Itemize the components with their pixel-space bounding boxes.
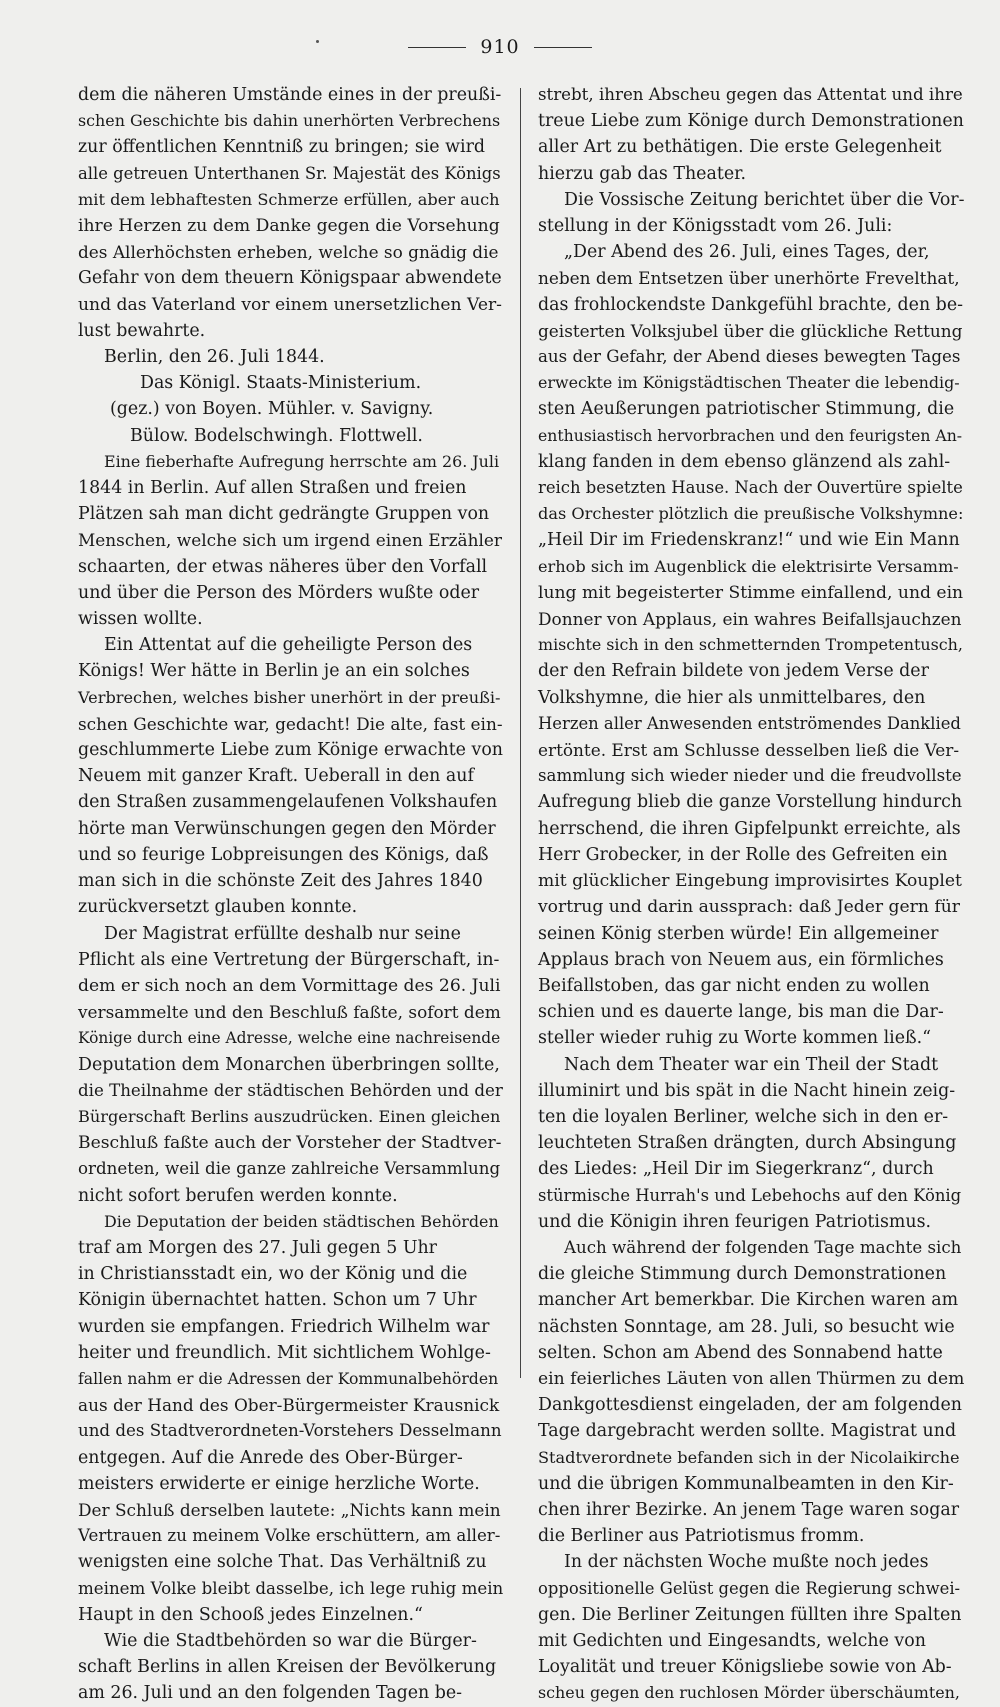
text-line: zurückversetzt glauben konnte. (78, 897, 358, 918)
left-column (78, 82, 504, 1704)
text-line: Könige durch eine Adresse, welche eine nachreisende (78, 1029, 501, 1048)
text-line: Volkshymne, die hier als unmittelbares, den (538, 687, 926, 708)
column-divider (520, 88, 521, 1378)
text-line: stürmische Hurrah's und Lebehochs auf den König (538, 1185, 962, 1205)
text-line: wurden sie empfangen. Friedrich Wilhelm war (78, 1316, 490, 1337)
text-line: oppositionelle Gelüst gegen die Regierung schwei- (538, 1578, 961, 1598)
text-line: reich besetzten Hause. Nach der Ouvertüre spielte (538, 478, 963, 498)
text-line: fallen nahm er die Adressen der Kommunalbehörden (78, 1368, 499, 1388)
text-line: lust bewahrte. (78, 320, 206, 341)
text-line: schien und es dauerte lange, bis man die Dar- (538, 1002, 944, 1023)
text-line: neben dem Entsetzen über unerhörte Frevelthat, (538, 268, 960, 289)
text-line: Nach dem Theater war ein Theil der Stadt (564, 1054, 939, 1075)
text-line: stellung in der Königsstadt vom 26. Juli: (538, 216, 893, 237)
text-line: chen ihrer Bezirke. An jenem Tage waren sogar (538, 1499, 960, 1520)
text-line: mit dem lebhaftesten Schmerze erfüllen, aber auch (78, 189, 500, 209)
text-line: aus der Hand des Ober-Bürgermeister Krausnick (78, 1395, 500, 1416)
text-line: und so feurige Lobpreisungen des Königs, daß (78, 844, 489, 865)
text-line: Deputation dem Monarchen überbringen sollte, (78, 1054, 500, 1075)
text-line: steller wieder ruhig zu Worte kommen ließ.“ (538, 1028, 932, 1049)
text-line: Donner von Applaus, ein wahres Beifallsjauchzen (538, 609, 962, 630)
text-line: vortrug und darin aussprach: daß Jeder gern für (538, 897, 960, 918)
text-line: und die übrigen Kommunalbeamten in den Kir- (538, 1473, 954, 1494)
text-line: und des Stadtverordneten-Vorstehers Desselmann (78, 1421, 502, 1441)
text-line: klang fanden in dem ebenso glänzend als zahl- (538, 451, 951, 472)
text-line: Herr Grobecker, in der Rolle des Gefreiten ein (538, 844, 948, 865)
text-line: am 26. Juli und an den folgenden Tagen be- (78, 1683, 463, 1704)
text-line: das Orchester plötzlich die preußische Volkshymne: (538, 504, 964, 524)
text-line: meinem Volke bleibt dasselbe, ich lege ruhig mein (78, 1578, 504, 1598)
text-line: die gleiche Stimmung durch Demonstrationen (538, 1264, 947, 1285)
text-line: den Straßen zusammengelaufenen Volkshaufen (78, 792, 498, 813)
text-line: illuminirt und bis spät in die Nacht hinein zeig- (538, 1080, 956, 1101)
text-line: Applaus brach von Neuem aus, ein förmliches (538, 949, 944, 970)
text-line: Vertrauen zu meinem Volke erschüttern, am aller- (78, 1526, 501, 1546)
signature-names: Bülow. Bodelschwingh. Flottwell. (130, 425, 423, 446)
text-line: des Allerhöchsten erheben, welche so gnädig die (78, 242, 499, 263)
text-line: gen. Die Berliner Zeitungen füllten ihre Spalten (538, 1604, 962, 1625)
text-line: nächsten Sonntage, am 28. Juli, so besucht wie (538, 1316, 955, 1337)
text-line: Herzen aller Anwesenden entströmendes Danklied (538, 713, 961, 733)
text-line: und das Vaterland vor einem unersetzlichen Ver- (78, 294, 502, 315)
text-line: scheu gegen den ruchlosen Mörder überschäumten, (538, 1683, 960, 1703)
text-line: Loyalität und treuer Königsliebe sowie von Ab- (538, 1657, 952, 1678)
text-line: mancher Art bemerkbar. Die Kirchen waren am (538, 1290, 959, 1311)
text-line: mit glücklicher Eingebung improvisirtes Kouplet (538, 871, 962, 892)
text-line: ihre Herzen zu dem Danke gegen die Vorsehung (78, 216, 500, 237)
text-line: die Theilnahme der städtischen Behörden und der (78, 1080, 503, 1100)
text-line: schaft Berlins in allen Kreisen der Bevölkerung (78, 1657, 497, 1678)
text-line: des Liedes: „Heil Dir im Siegerkranz“, durch (538, 1159, 934, 1180)
text-line: Wie die Stadtbehörden so war die Bürger- (104, 1630, 477, 1651)
text-line: strebt, ihren Abscheu gegen das Attentat und ihre (538, 85, 963, 104)
header-rule-left (408, 47, 466, 48)
text-line: Der Magistrat erfüllte deshalb nur seine (104, 923, 461, 944)
text-line: erhob sich im Augenblick die elektrisirte Versamm- (538, 556, 959, 576)
text-line: Haupt in den Schooß jedes Einzelnen.“ (78, 1604, 423, 1625)
text-line: Königin übernachtet hatten. Schon um 7 Uhr (78, 1290, 477, 1311)
text-line: Menschen, welche sich um irgend einen Erzähler (78, 530, 502, 551)
text-line: das frohlockendste Dankgefühl brachte, den be- (538, 294, 963, 315)
signature-ministry: Das Königl. Staats-Ministerium. (140, 373, 422, 394)
text-line: Plätzen sah man dicht gedrängte Gruppen von (78, 504, 490, 525)
text-line: wissen wollte. (78, 609, 203, 630)
text-line: schen Geschichte bis dahin unerhörten Verbrechens (78, 111, 501, 131)
text-line: Tage dargebracht werden sollte. Magistrat und (538, 1421, 957, 1442)
text-line: sten Aeußerungen patriotischer Stimmung, die (538, 399, 955, 420)
page-number: 910 (480, 36, 520, 58)
text-line: traf am Morgen des 27. Juli gegen 5 Uhr (78, 1237, 437, 1258)
text-line: alle getreuen Unterthanen Sr. Majestät des Königs (78, 163, 501, 183)
text-line: geisterten Volksjubel über die glückliche Rettung (538, 320, 963, 341)
text-line: lung mit begeisterter Stimme einfallend, und ein (538, 582, 964, 603)
text-line: 1844 in Berlin. Auf allen Straßen und freien (78, 478, 467, 499)
page-header (0, 30, 1000, 64)
text-line: hierzu gab das Theater. (538, 163, 747, 184)
right-column (538, 82, 965, 1703)
text-line: und über die Person des Mörders wußte oder (78, 582, 480, 603)
text-line: mit Gedichten und Eingesandts, welche von (538, 1630, 926, 1651)
text-line: Bürgerschaft Berlins auszudrücken. Einen gleichen (78, 1106, 501, 1126)
dateline: Berlin, den 26. Juli 1844. (104, 347, 325, 368)
text-line: in Christiansstadt ein, wo der König und die (78, 1264, 468, 1285)
text-line: ein feierliches Läuten von allen Thürmen zu dem (538, 1368, 965, 1389)
text-line: der den Refrain bildete von jedem Verse der (538, 661, 929, 682)
text-line: meisters erwiderte er einige herzliche Worte. (78, 1473, 480, 1494)
signature-names: (gez.) von Boyen. Mühler. v. Savigny. (110, 399, 434, 420)
text-line: versammelte und den Beschluß faßte, sofort dem (78, 1002, 501, 1023)
text-line: seinen König sterben würde! Ein allgemeiner (538, 923, 939, 944)
text-line: Gefahr von dem theuern Königspaar abwendete (78, 268, 502, 289)
text-line: Beifallstoben, das gar nicht enden zu wollen (538, 975, 930, 996)
text-line: „Heil Dir im Friedenskranz!“ und wie Ein Mann (538, 530, 960, 551)
text-line: enthusiastisch hervorbrachen und den feurigsten An- (538, 425, 963, 445)
text-line: Dankgottesdienst eingeladen, der am folgenden (538, 1395, 962, 1416)
text-line: Die Deputation der beiden städtischen Behörden (104, 1211, 499, 1231)
text-line: wenigsten eine solche That. Das Verhältniß zu (78, 1552, 487, 1573)
text-line: ertönte. Erst am Schlusse desselben ließ die Ver- (538, 740, 960, 761)
text-line: Neuem mit ganzer Kraft. Ueberall in den auf (78, 766, 474, 787)
text-line: herrschend, die ihren Gipfelpunkt erreichte, als (538, 818, 961, 839)
text-line: Stadtverordnete befanden sich in der Nicolaikirche (538, 1447, 960, 1467)
text-line: Königs! Wer hätte in Berlin je an ein solches (78, 661, 470, 682)
text-line: In der nächsten Woche mußte noch jedes (564, 1552, 929, 1573)
text-line: aller Art zu bethätigen. Die erste Gelegenheit (538, 137, 942, 158)
text-line: „Der Abend des 26. Juli, eines Tages, der, (564, 242, 930, 263)
text-line: hörte man Verwünschungen gegen den Mörder (78, 818, 496, 839)
text-line: dem er sich noch an dem Vormittage des 26. Juli (78, 975, 501, 996)
text-line: geschlummerte Liebe zum Könige erwachte von (78, 740, 503, 761)
text-line: Der Schluß derselben lautete: „Nichts kann mein (78, 1499, 501, 1520)
text-line: sammlung sich wieder nieder und die freudvollste (538, 766, 962, 786)
text-line: schaarten, der etwas näheres über den Vorfall (78, 556, 488, 577)
text-line: und die Königin ihren feurigen Patriotismus. (538, 1211, 932, 1232)
text-line: leuchteten Straßen drängten, durch Absingung (538, 1133, 957, 1154)
text-line: treue Liebe zum Könige durch Demonstrationen (538, 111, 964, 132)
text-line: selten. Schon am Abend des Sonnabend hatte (538, 1342, 943, 1363)
text-line: nicht sofort berufen werden konnte. (78, 1185, 398, 1206)
text-line: zur öffentlichen Kenntniß zu bringen; sie wird (78, 137, 486, 158)
text-line: Ein Attentat auf die geheiligte Person des (104, 635, 473, 656)
text-line: Verbrechen, welches bisher unerhört in der preußi- (78, 687, 501, 707)
text-line: ten die loyalen Berliner, welche sich in den er- (538, 1106, 949, 1127)
print-mark (316, 40, 319, 43)
header-rule-right (534, 47, 592, 48)
text-line: entgegen. Auf die Anrede des Ober-Bürger- (78, 1447, 463, 1468)
text-line: aus der Gefahr, der Abend dieses bewegten Tages (538, 347, 961, 367)
text-line: Eine fieberhafte Aufregung herrschte am 26. Juli (104, 451, 500, 471)
text-line: Beschluß faßte auch der Vorsteher der Stadtver- (78, 1133, 502, 1154)
text-line: ordneten, weil die ganze zahlreiche Versammlung (78, 1159, 501, 1179)
text-line: dem die näheren Umstände eines in der preußi- (78, 85, 502, 105)
text-line: die Berliner aus Patriotismus fromm. (538, 1526, 865, 1547)
text-line: man sich in die schönste Zeit des Jahres 1840 (78, 871, 483, 892)
text-line: erweckte im Königstädtischen Theater die lebendig- (538, 373, 960, 393)
text-line: schen Geschichte war, gedacht! Die alte, fast ein- (78, 713, 503, 734)
text-line: Pflicht als eine Vertretung der Bürgerschaft, in- (78, 949, 500, 970)
text-line: Aufregung blieb die ganze Vorstellung hindurch (538, 792, 963, 813)
text-line: heiter und freundlich. Mit sichtlichem Wohlge- (78, 1342, 491, 1363)
text-line: mischte sich in den schmetternden Trompetentusch, (538, 635, 963, 655)
text-line: Die Vossische Zeitung berichtet über die Vor- (564, 189, 965, 210)
text-line: Auch während der folgenden Tage machte sich (564, 1237, 962, 1257)
